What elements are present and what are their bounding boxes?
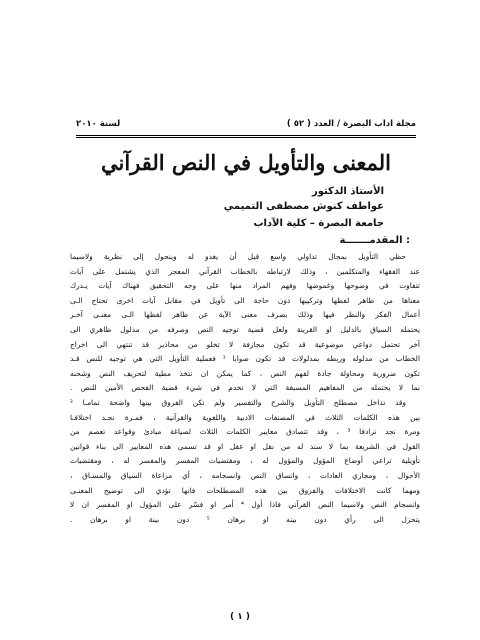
header-rule-secondary xyxy=(76,137,416,138)
text-line: يحتمله السياق بالدليل او القرينة ولعل قضية توجيه النص وصرفه من مدلول ظاهري الى xyxy=(70,324,420,334)
text-line: الخطاب من مدلوله وربطه بمدلولات قد تكون صوابا ¹ فعملية التأويل التي هي توجيه للنص قـد xyxy=(70,354,420,364)
article-title: المعنى والتأويل في النص القرآني xyxy=(100,150,392,175)
journal-header xyxy=(76,119,416,135)
text-line: ومرة نجد ترادفا ³ ، وقد تتصادق معايير الكلمات الثلاث لصياغة مبادئ وقواعد تعصم من xyxy=(70,427,420,437)
text-line: الأحوال ، ومجاري العادات ، واتساق النص وانسجامه ، أي مراعاة السياق والمسـاق ، xyxy=(70,470,420,480)
author-affiliation: جامعة البصرة – كلية الآداب xyxy=(253,218,384,229)
text-line: القول في الشريعة بما لا سند له من نقل او عقل او قد تسمى هذه المعايير الى بناء قوانين xyxy=(70,441,420,451)
paragraph xyxy=(70,396,420,527)
text-line: تكون ضرورية ومحاولة جادة لفهم النص ، كما يمكن ان تتخذ مطية لتحريف النص وشحنه xyxy=(70,368,420,378)
text-line: تتفاوت في وضوحها وغموضها وفهم المراد منها على وجه التحقيق فهناك آيات يـدرك xyxy=(70,281,420,291)
text-line: بما لا يحتمله من المفاهيم المسبقة التي لا تخدم في شيء قضية الفحص الأمين للنص . xyxy=(70,383,420,393)
text-line: آخر تحتمل دواعي موضوعية قد تكون مجازفة لا تخلو من محاذير قد تنتهي الى اخراج xyxy=(70,339,420,349)
journal-year: لسنة ٢٠١٠ xyxy=(76,119,121,129)
text-line: وقد تداخل مصطلح التأويل والشرح والتفسير ولم تكن الفروق بينها واضحة تمامـا ² xyxy=(70,397,406,407)
author-title: الأستاذ الدكتور xyxy=(311,186,384,197)
journal-name: مجلة اداب البصرة / العدد ( ٥٢ ) xyxy=(286,119,416,129)
article-body xyxy=(70,250,420,527)
text-line: ومهما كانت الاختلافات والفروق بين هذه المصطلحات فانها تؤدي الى توضيح المعنـى xyxy=(70,485,420,495)
text-line: وانسجام النص ولاسيما النص القرآني فاذا أول ⁴ أمر او فسّر على المؤول او المفسر ان لا xyxy=(70,500,420,510)
paragraph xyxy=(70,250,420,396)
text-line: تأويلية تراعي أوضاع المؤول والمؤول له ، ومقتضيات المفسر والمفسر له ، ومقتضيات xyxy=(70,456,420,466)
text-line: يتحزل الى رأي دون بينه او برهان ⁵ دون بينة او برهان . xyxy=(70,514,420,524)
page-number: ( ١ ) xyxy=(230,612,250,622)
text-line: معناها من ظاهر لفظها وتركيبها دون حاجة الى تأويل في مقابل آيات اخرى تحتاج الـى xyxy=(70,295,420,305)
text-line: عند الفقهاء والمتكلمين ، وذلك لارتباطه بالخطاب القرآني المعجز الذي يشتمل على آيات xyxy=(70,266,420,276)
text-line: بين هذه الكلمات الثلاث في المصنفات الادبية واللغوية والقرآنية ، فمـرة نجـد اختلافـا xyxy=(70,412,420,422)
text-line: حظي التأويل بمجال تداولي واسع قبل أن يغدو له وينحول إلى نظرية ولاسيما xyxy=(70,252,406,261)
text-line: أعمال الفكر والنظر فيها وذلك بصرف معنى الآية عن ظاهر لفظها الـى معنـى آخـر xyxy=(70,310,420,320)
section-heading: المقدمـــــــة : xyxy=(339,235,410,246)
header-rule xyxy=(76,135,416,136)
author-name: عواطف كنوش مصطفى التميمي xyxy=(223,201,384,212)
